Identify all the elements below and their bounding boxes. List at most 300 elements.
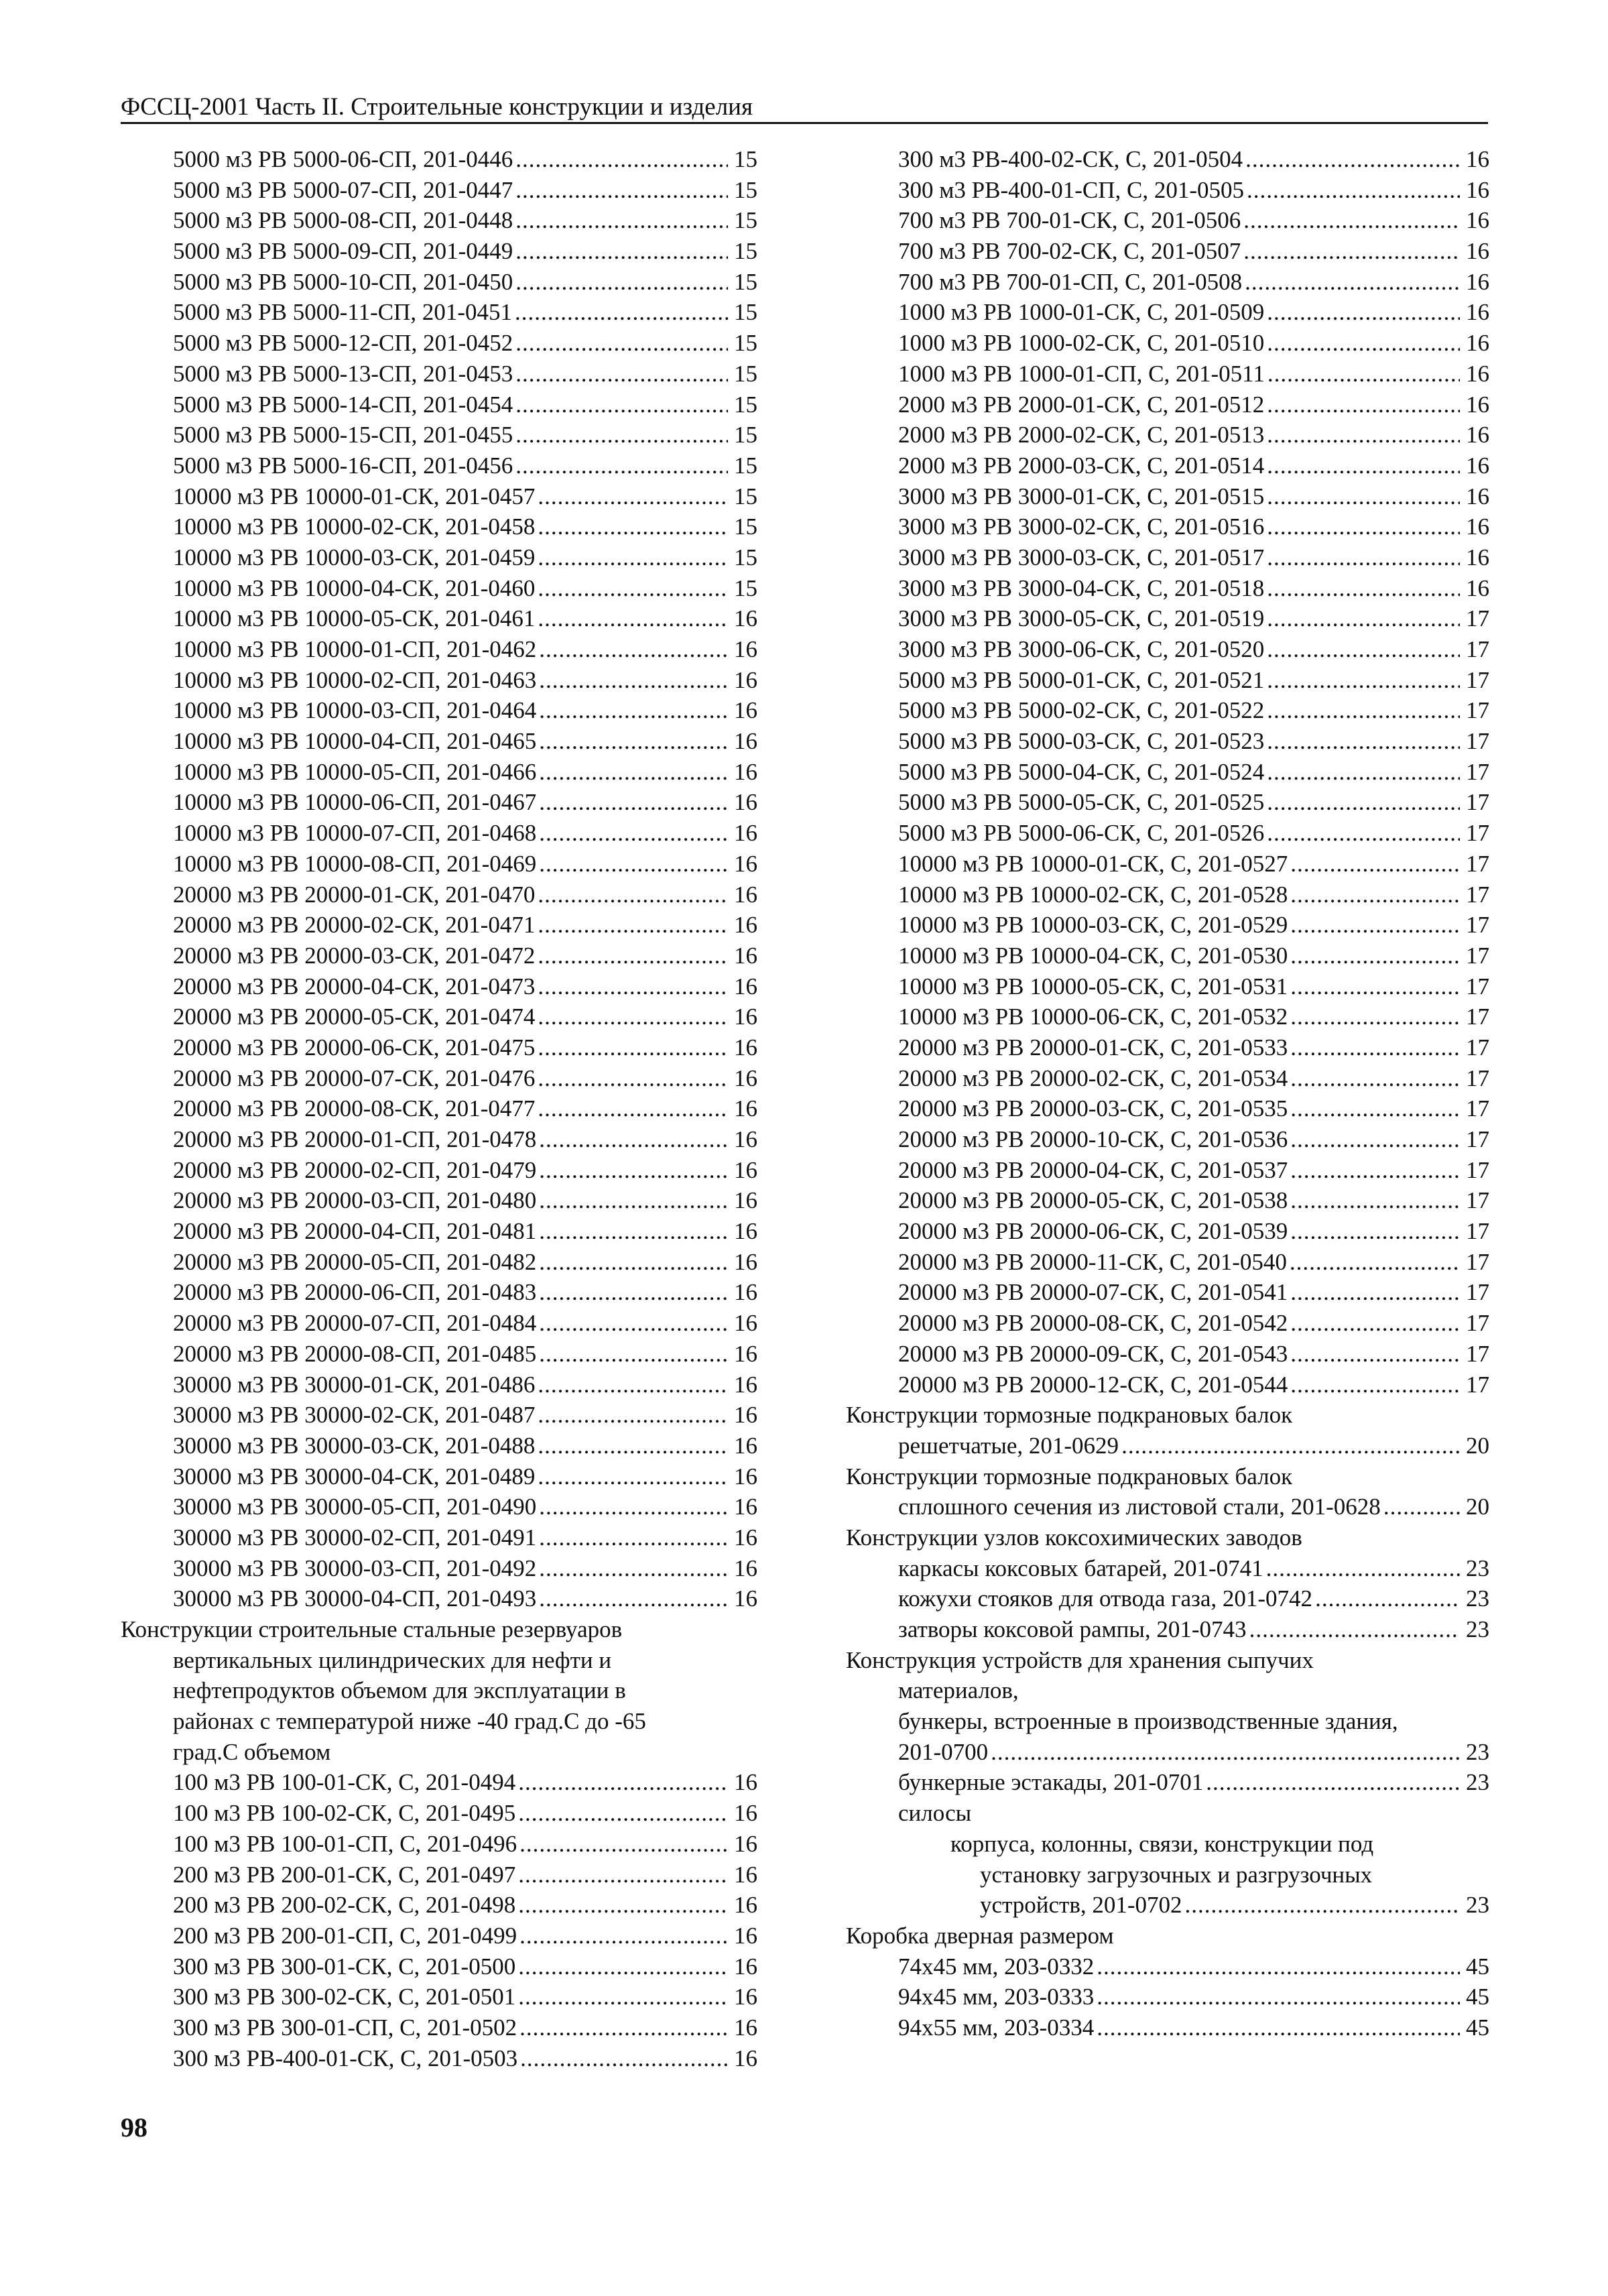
index-entry — [846, 1737, 1489, 1768]
index-entry-text: 20000 м3 РВ 20000-08-СК, С, 201-0542 — [898, 1310, 1288, 1337]
index-entry-page: 23 — [1466, 1738, 1489, 1765]
dot-leader — [538, 971, 728, 1002]
index-entry — [121, 1339, 757, 1370]
index-entry — [846, 1124, 1489, 1155]
dot-leader — [538, 1032, 728, 1063]
dot-leader — [1290, 910, 1460, 941]
index-entry — [121, 450, 757, 481]
index-entry-page: 17 — [1466, 1034, 1489, 1061]
dot-leader — [518, 1767, 728, 1798]
index-entry-page: 17 — [1466, 973, 1489, 1000]
index-entry-page: 17 — [1466, 697, 1489, 724]
dot-leader — [1267, 511, 1460, 542]
index-entry-page: 17 — [1466, 1187, 1489, 1214]
index-entry-page: 16 — [1466, 422, 1489, 448]
index-entry — [846, 787, 1489, 818]
index-entry — [846, 2012, 1489, 2043]
index-entry-text: 10000 м3 РВ 10000-02-СК, С, 201-0528 — [898, 881, 1288, 908]
index-entry-text: 5000 м3 РВ 5000-15-СП, 201-0455 — [173, 422, 513, 448]
index-entry-text: 20000 м3 РВ 20000-02-СК, 201-0471 — [173, 912, 536, 939]
index-entry-text: 20000 м3 РВ 20000-08-СК, 201-0477 — [173, 1095, 536, 1122]
dot-leader — [515, 420, 728, 450]
dot-leader — [1290, 1155, 1460, 1186]
index-entry-text: 5000 м3 РВ 5000-03-СК, С, 201-0523 — [898, 728, 1265, 755]
index-entry — [121, 910, 757, 941]
index-entry-page: 15 — [734, 483, 757, 509]
index-entry-page: 16 — [1466, 330, 1489, 357]
index-entry-text: 10000 м3 РВ 10000-03-СК, С, 201-0529 — [898, 912, 1288, 939]
index-column-left — [121, 144, 757, 2073]
index-entry-page: 16 — [1466, 176, 1489, 203]
index-entry — [846, 1032, 1489, 1063]
index-entry — [846, 328, 1489, 359]
index-entry-text: 2000 м3 РВ 2000-03-СК, С, 201-0514 — [898, 452, 1265, 479]
index-column-right — [846, 144, 1489, 2043]
index-entry — [121, 1645, 757, 1676]
index-entry-page: 16 — [1466, 575, 1489, 601]
index-entry-text: 10000 м3 РВ 10000-06-СК, С, 201-0532 — [898, 1004, 1288, 1030]
index-entry-page: 15 — [734, 544, 757, 570]
dot-leader — [1185, 1890, 1461, 1921]
index-entry — [846, 1829, 1489, 1860]
index-entry-text: бункерные эстакады, 201-0701 — [898, 1769, 1204, 1796]
index-entry — [121, 1461, 757, 1492]
dot-leader — [1290, 1247, 1460, 1278]
index-entry-text: материалов, — [898, 1677, 1019, 1704]
index-entry-text: 20000 м3 РВ 20000-03-СК, С, 201-0535 — [898, 1095, 1288, 1122]
dot-leader — [1315, 1583, 1460, 1614]
index-entry-text: 300 м3 РВ-400-01-СП, С, 201-0505 — [898, 176, 1245, 203]
dot-leader — [1245, 144, 1460, 175]
index-entry-text: 3000 м3 РВ 3000-01-СК, С, 201-0515 — [898, 483, 1265, 509]
index-entry-page: 17 — [1466, 912, 1489, 939]
index-entry — [846, 757, 1489, 788]
index-entry-page: 16 — [734, 789, 757, 816]
dot-leader — [1267, 328, 1460, 359]
dot-leader — [538, 1431, 728, 1461]
index-entry — [846, 971, 1489, 1002]
index-entry — [846, 1185, 1489, 1216]
index-entry-text: 20000 м3 РВ 20000-06-СК, 201-0475 — [173, 1034, 536, 1061]
index-entry-text: 20000 м3 РВ 20000-04-СК, 201-0473 — [173, 973, 536, 1000]
dot-leader — [539, 1492, 728, 1522]
dot-leader — [1206, 1767, 1460, 1798]
index-entry-text: 100 м3 РВ 100-01-СП, С, 201-0496 — [173, 1830, 517, 1857]
index-entry-text: 5000 м3 РВ 5000-01-СК, С, 201-0521 — [898, 666, 1265, 693]
index-entry-text: 20000 м3 РВ 20000-09-СК, С, 201-0543 — [898, 1340, 1288, 1367]
running-header: ФССЦ-2001 Часть II. Строительные конструкции и изделия — [121, 93, 753, 121]
dot-leader — [538, 542, 728, 573]
index-entry — [846, 1216, 1489, 1247]
index-entry-text: 20000 м3 РВ 20000-08-СП, 201-0485 — [173, 1340, 537, 1367]
index-entry-page: 45 — [1466, 2014, 1489, 2041]
dot-leader — [1290, 1124, 1460, 1155]
index-entry-page: 16 — [734, 1371, 757, 1398]
index-entry — [121, 1798, 757, 1829]
dot-leader — [1267, 573, 1460, 604]
index-entry-page: 16 — [734, 1402, 757, 1429]
index-entry — [846, 726, 1489, 757]
index-entry — [121, 1216, 757, 1247]
index-entry — [846, 1063, 1489, 1094]
index-entry-text: 10000 м3 РВ 10000-06-СП, 201-0467 — [173, 789, 537, 816]
index-entry-text: 10000 м3 РВ 10000-01-СК, 201-0457 — [173, 483, 536, 509]
index-entry — [121, 420, 757, 450]
dot-leader — [1243, 236, 1460, 267]
dot-leader — [539, 757, 728, 788]
index-entry — [121, 2043, 757, 2074]
page-number: 98 — [121, 2112, 147, 2142]
index-entry — [121, 144, 757, 175]
index-entry-text: Конструкции строительные стальные резервуаров — [121, 1616, 623, 1642]
index-entry — [846, 1492, 1489, 1522]
index-entry-text: 10000 м3 РВ 10000-04-СП, 201-0465 — [173, 728, 537, 755]
index-entry-text: 2000 м3 РВ 2000-02-СК, С, 201-0513 — [898, 422, 1265, 448]
index-entry-text: 100 м3 РВ 100-02-СК, С, 201-0495 — [173, 1800, 516, 1827]
index-entry-text: 30000 м3 РВ 30000-02-СП, 201-0491 — [173, 1524, 537, 1551]
dot-leader — [1290, 849, 1460, 880]
index-entry — [846, 1767, 1489, 1798]
index-entry-page: 15 — [734, 391, 757, 418]
dot-leader — [538, 941, 728, 971]
index-entry-text: 20000 м3 РВ 20000-10-СК, С, 201-0536 — [898, 1126, 1288, 1152]
index-entry-text: Конструкция устройств для хранения сыпучих — [846, 1646, 1314, 1673]
index-entry-text: 5000 м3 РВ 5000-14-СП, 201-0454 — [173, 391, 513, 418]
index-entry-text: 700 м3 РВ 700-01-СП, С, 201-0508 — [898, 268, 1243, 295]
index-entry — [121, 1522, 757, 1553]
index-entry — [121, 481, 757, 512]
index-entry — [846, 1583, 1489, 1614]
index-entry-page: 15 — [734, 575, 757, 601]
index-entry-page: 15 — [734, 360, 757, 387]
dot-leader — [1267, 695, 1460, 726]
dot-leader — [515, 144, 728, 175]
index-entry-text: 20000 м3 РВ 20000-07-СК, С, 201-0541 — [898, 1279, 1288, 1306]
index-entry — [121, 757, 757, 788]
dot-leader — [515, 205, 728, 236]
dot-leader — [538, 1400, 728, 1431]
index-entry — [121, 1951, 757, 1982]
dot-leader — [1266, 1553, 1460, 1584]
index-entry-text: 3000 м3 РВ 3000-02-СК, С, 201-0516 — [898, 513, 1265, 540]
index-entry — [121, 389, 757, 420]
dot-leader — [539, 818, 728, 849]
dot-leader — [539, 1216, 728, 1247]
index-entry-text: 30000 м3 РВ 30000-04-СП, 201-0493 — [173, 1585, 537, 1612]
dot-leader — [538, 910, 728, 941]
index-entry — [121, 880, 757, 910]
index-entry-text: Конструкции тормозные подкрановых балок — [846, 1463, 1293, 1490]
index-entry-text: Конструкции узлов коксохимических заводов — [846, 1524, 1302, 1551]
index-entry-page: 16 — [1466, 238, 1489, 265]
dot-leader — [518, 1860, 728, 1890]
index-entry-text: 30000 м3 РВ 30000-03-СК, 201-0488 — [173, 1432, 536, 1459]
header-rule — [121, 122, 1488, 124]
index-entry-page: 16 — [734, 1126, 757, 1152]
index-entry-page: 17 — [1466, 1279, 1489, 1306]
dot-leader — [538, 573, 728, 604]
dot-leader — [1097, 1982, 1460, 2012]
index-entry — [121, 542, 757, 573]
dot-leader — [1121, 1431, 1460, 1461]
dot-leader — [539, 726, 728, 757]
index-entry-page: 16 — [734, 1248, 757, 1275]
index-entry-text: устройств, 201-0702 — [980, 1892, 1182, 1919]
index-entry-page: 16 — [734, 820, 757, 847]
index-entry-page: 16 — [734, 1585, 757, 1612]
index-entry — [121, 328, 757, 359]
index-entry-text: 10000 м3 РВ 10000-05-СП, 201-0466 — [173, 758, 537, 785]
index-entry-text: 20000 м3 РВ 20000-11-СК, С, 201-0540 — [898, 1248, 1287, 1275]
index-entry — [846, 144, 1489, 175]
index-entry — [846, 634, 1489, 665]
index-entry-text: 300 м3 РВ 300-01-СК, С, 201-0500 — [173, 1953, 516, 1980]
dot-leader — [1290, 1370, 1460, 1400]
index-entry-text: 94х45 мм, 203-0333 — [898, 1984, 1095, 2010]
index-entry-text: бункеры, встроенные в производственные здания, — [898, 1708, 1398, 1735]
index-entry-page: 16 — [734, 2045, 757, 2071]
index-entry-text: 100 м3 РВ 100-01-СК, С, 201-0494 — [173, 1769, 516, 1796]
index-entry — [846, 1339, 1489, 1370]
index-entry — [846, 481, 1489, 512]
dot-leader — [1290, 1063, 1460, 1094]
index-entry — [121, 1247, 757, 1278]
index-entry-page: 16 — [1466, 544, 1489, 570]
index-entry-page: 16 — [734, 1769, 757, 1796]
dot-leader — [1267, 757, 1460, 788]
index-entry-page: 17 — [1466, 636, 1489, 662]
index-entry-page: 16 — [734, 1922, 757, 1949]
dot-leader — [515, 450, 728, 481]
index-entry-page: 17 — [1466, 1310, 1489, 1337]
index-entry — [121, 205, 757, 236]
index-entry-page: 17 — [1466, 1248, 1489, 1275]
index-entry-text: 5000 м3 РВ 5000-07-СП, 201-0447 — [173, 176, 513, 203]
index-entry — [846, 1706, 1489, 1737]
index-entry-text: 1000 м3 РВ 1000-01-СП, С, 201-0511 — [898, 360, 1265, 387]
dot-leader — [538, 481, 728, 512]
index-entry — [846, 420, 1489, 450]
index-entry-page: 16 — [734, 1065, 757, 1091]
index-entry — [121, 1675, 757, 1706]
dot-leader — [1267, 297, 1460, 328]
index-entry-page: 20 — [1466, 1432, 1489, 1459]
dot-leader — [538, 1002, 728, 1032]
index-entry-page: 17 — [1466, 1218, 1489, 1245]
index-entry-text: 20000 м3 РВ 20000-05-СК, С, 201-0538 — [898, 1187, 1288, 1214]
index-entry-page: 17 — [1466, 1004, 1489, 1030]
index-entry-page: 23 — [1466, 1616, 1489, 1642]
index-entry-text: 10000 м3 РВ 10000-02-СП, 201-0463 — [173, 666, 537, 693]
index-entry-page: 16 — [734, 1953, 757, 1980]
index-entry-text: 300 м3 РВ-400-02-СК, С, 201-0504 — [898, 146, 1243, 172]
index-entry — [846, 941, 1489, 971]
index-entry-page: 15 — [734, 513, 757, 540]
dot-leader — [515, 175, 728, 206]
index-entry-page: 17 — [1466, 942, 1489, 969]
index-entry-page: 15 — [734, 268, 757, 295]
index-entry-text: 300 м3 РВ 300-02-СК, С, 201-0501 — [173, 1984, 516, 2010]
index-entry-page: 17 — [1466, 1095, 1489, 1122]
index-entry-page: 16 — [734, 1984, 757, 2010]
dot-leader — [1267, 481, 1460, 512]
index-entry-text: 5000 м3 РВ 5000-12-СП, 201-0452 — [173, 330, 513, 357]
index-entry-text: 5000 м3 РВ 5000-10-СП, 201-0450 — [173, 268, 513, 295]
index-entry-page: 16 — [1466, 360, 1489, 387]
index-entry-text: 10000 м3 РВ 10000-03-СП, 201-0464 — [173, 697, 537, 724]
index-entry-page: 16 — [1466, 483, 1489, 509]
index-entry-page: 16 — [734, 881, 757, 908]
index-entry — [846, 1951, 1489, 1982]
dot-leader — [518, 1798, 728, 1829]
dot-leader — [1290, 1032, 1460, 1063]
index-entry — [121, 1124, 757, 1155]
dot-leader — [538, 511, 728, 542]
dot-leader — [539, 1185, 728, 1216]
index-entry — [846, 849, 1489, 880]
dot-leader — [1290, 880, 1460, 910]
index-entry-text: 10000 м3 РВ 10000-03-СК, 201-0459 — [173, 544, 536, 570]
index-entry-text: каркасы коксовых батарей, 201-0741 — [898, 1555, 1263, 1581]
index-entry — [846, 573, 1489, 604]
index-entry — [846, 542, 1489, 573]
index-entry — [846, 1614, 1489, 1645]
index-entry-text: 74х45 мм, 203-0332 — [898, 1953, 1095, 1980]
dot-leader — [515, 267, 728, 298]
index-entry-page: 16 — [734, 1004, 757, 1030]
index-entry-page: 16 — [734, 1279, 757, 1306]
dot-leader — [519, 1921, 728, 1951]
index-entry-text: 10000 м3 РВ 10000-07-СП, 201-0468 — [173, 820, 537, 847]
dot-leader — [538, 1461, 728, 1492]
index-entry-page: 16 — [734, 728, 757, 755]
index-entry — [121, 1431, 757, 1461]
index-entry-text: 3000 м3 РВ 3000-05-СК, С, 201-0519 — [898, 605, 1265, 632]
index-entry-text: 20000 м3 РВ 20000-01-СК, С, 201-0533 — [898, 1034, 1288, 1061]
dot-leader — [1267, 420, 1460, 450]
index-entry-page: 15 — [734, 207, 757, 234]
index-entry-text: нефтепродуктов объемом для эксплуатации в — [173, 1677, 626, 1704]
index-entry-page: 16 — [734, 1494, 757, 1520]
index-entry — [846, 910, 1489, 941]
index-entry — [121, 1982, 757, 2012]
index-entry-text: Конструкции тормозные подкрановых балок — [846, 1402, 1293, 1429]
index-entry-text: 5000 м3 РВ 5000-06-СП, 201-0446 — [173, 146, 513, 172]
dot-leader — [539, 1553, 728, 1584]
index-entry-text: 200 м3 РВ 200-02-СК, С, 201-0498 — [173, 1892, 516, 1919]
index-entry-text: решетчатые, 201-0629 — [898, 1432, 1119, 1459]
index-entry — [121, 267, 757, 298]
index-entry — [846, 1093, 1489, 1124]
index-entry-page: 20 — [1466, 1494, 1489, 1520]
index-entry — [121, 1921, 757, 1951]
index-entry — [846, 1890, 1489, 1921]
index-entry — [846, 1155, 1489, 1186]
index-entry-text: 20000 м3 РВ 20000-01-СК, 201-0470 — [173, 881, 536, 908]
index-entry — [846, 236, 1489, 267]
index-entry-page: 16 — [1466, 268, 1489, 295]
dot-leader — [539, 665, 728, 696]
index-entry-page: 16 — [734, 1432, 757, 1459]
index-entry-page: 16 — [1466, 391, 1489, 418]
dot-leader — [1267, 634, 1460, 665]
index-entry — [121, 1860, 757, 1890]
index-entry-text: 10000 м3 РВ 10000-05-СК, 201-0461 — [173, 605, 536, 632]
index-entry-page: 16 — [734, 1095, 757, 1122]
index-entry-page: 16 — [734, 758, 757, 785]
dot-leader — [1245, 267, 1460, 298]
index-entry — [846, 1370, 1489, 1400]
index-entry-page: 17 — [1466, 1156, 1489, 1183]
dot-leader — [519, 2012, 728, 2043]
index-entry-text: 700 м3 РВ 700-01-СК, С, 201-0506 — [898, 207, 1241, 234]
index-entry-page: 15 — [734, 146, 757, 172]
index-entry-page: 16 — [734, 2014, 757, 2041]
index-entry-page: 15 — [734, 299, 757, 326]
index-entry-text: 5000 м3 РВ 5000-02-СК, С, 201-0522 — [898, 697, 1265, 724]
index-entry-text: силосы — [898, 1800, 972, 1827]
index-entry-text: 5000 м3 РВ 5000-08-СП, 201-0448 — [173, 207, 513, 234]
index-entry-text: 10000 м3 РВ 10000-05-СК, С, 201-0531 — [898, 973, 1288, 1000]
index-entry-page: 16 — [734, 636, 757, 662]
index-entry-text: 5000 м3 РВ 5000-16-СП, 201-0456 — [173, 452, 513, 479]
index-entry-page: 23 — [1466, 1585, 1489, 1612]
dot-leader — [518, 1890, 728, 1921]
index-entry-page: 17 — [1466, 850, 1489, 877]
index-entry — [121, 1308, 757, 1339]
index-entry-page: 16 — [734, 697, 757, 724]
index-entry — [846, 511, 1489, 542]
index-entry-text: 5000 м3 РВ 5000-13-СП, 201-0453 — [173, 360, 513, 387]
index-entry — [121, 2012, 757, 2043]
index-entry-page: 16 — [1466, 513, 1489, 540]
index-entry-page: 16 — [734, 1218, 757, 1245]
dot-leader — [515, 328, 728, 359]
index-entry-text: 30000 м3 РВ 30000-03-СП, 201-0492 — [173, 1555, 537, 1581]
index-entry-page: 16 — [734, 912, 757, 939]
index-entry-text: 10000 м3 РВ 10000-04-СК, С, 201-0530 — [898, 942, 1288, 969]
index-entry-text: 20000 м3 РВ 20000-02-СК, С, 201-0534 — [898, 1065, 1288, 1091]
dot-leader — [1267, 450, 1460, 481]
index-entry-page: 16 — [734, 1340, 757, 1367]
index-entry-page: 16 — [734, 1555, 757, 1581]
index-entry-text: районах с температурой ниже -40 град.С до -65 — [173, 1708, 646, 1735]
index-entry-page: 17 — [1466, 1340, 1489, 1367]
index-entry — [121, 695, 757, 726]
index-entry-page: 16 — [1466, 207, 1489, 234]
index-entry — [121, 1370, 757, 1400]
dot-leader — [1383, 1492, 1460, 1522]
dot-leader — [1097, 1951, 1460, 1982]
index-entry-page: 15 — [734, 238, 757, 265]
index-entry — [846, 1553, 1489, 1584]
index-entry-page: 16 — [734, 1310, 757, 1337]
index-entry — [121, 634, 757, 665]
index-entry — [846, 1002, 1489, 1032]
dot-leader — [539, 1308, 728, 1339]
index-entry — [121, 818, 757, 849]
index-entry — [121, 1890, 757, 1921]
index-entry-page: 16 — [734, 850, 757, 877]
index-entry-page: 16 — [734, 605, 757, 632]
index-entry — [846, 818, 1489, 849]
dot-leader — [518, 1951, 728, 1982]
index-entry-page: 16 — [734, 666, 757, 693]
index-entry-text: 30000 м3 РВ 30000-04-СК, 201-0489 — [173, 1463, 536, 1490]
index-entry-page: 16 — [734, 1830, 757, 1857]
index-entry — [846, 205, 1489, 236]
index-entry — [121, 1032, 757, 1063]
